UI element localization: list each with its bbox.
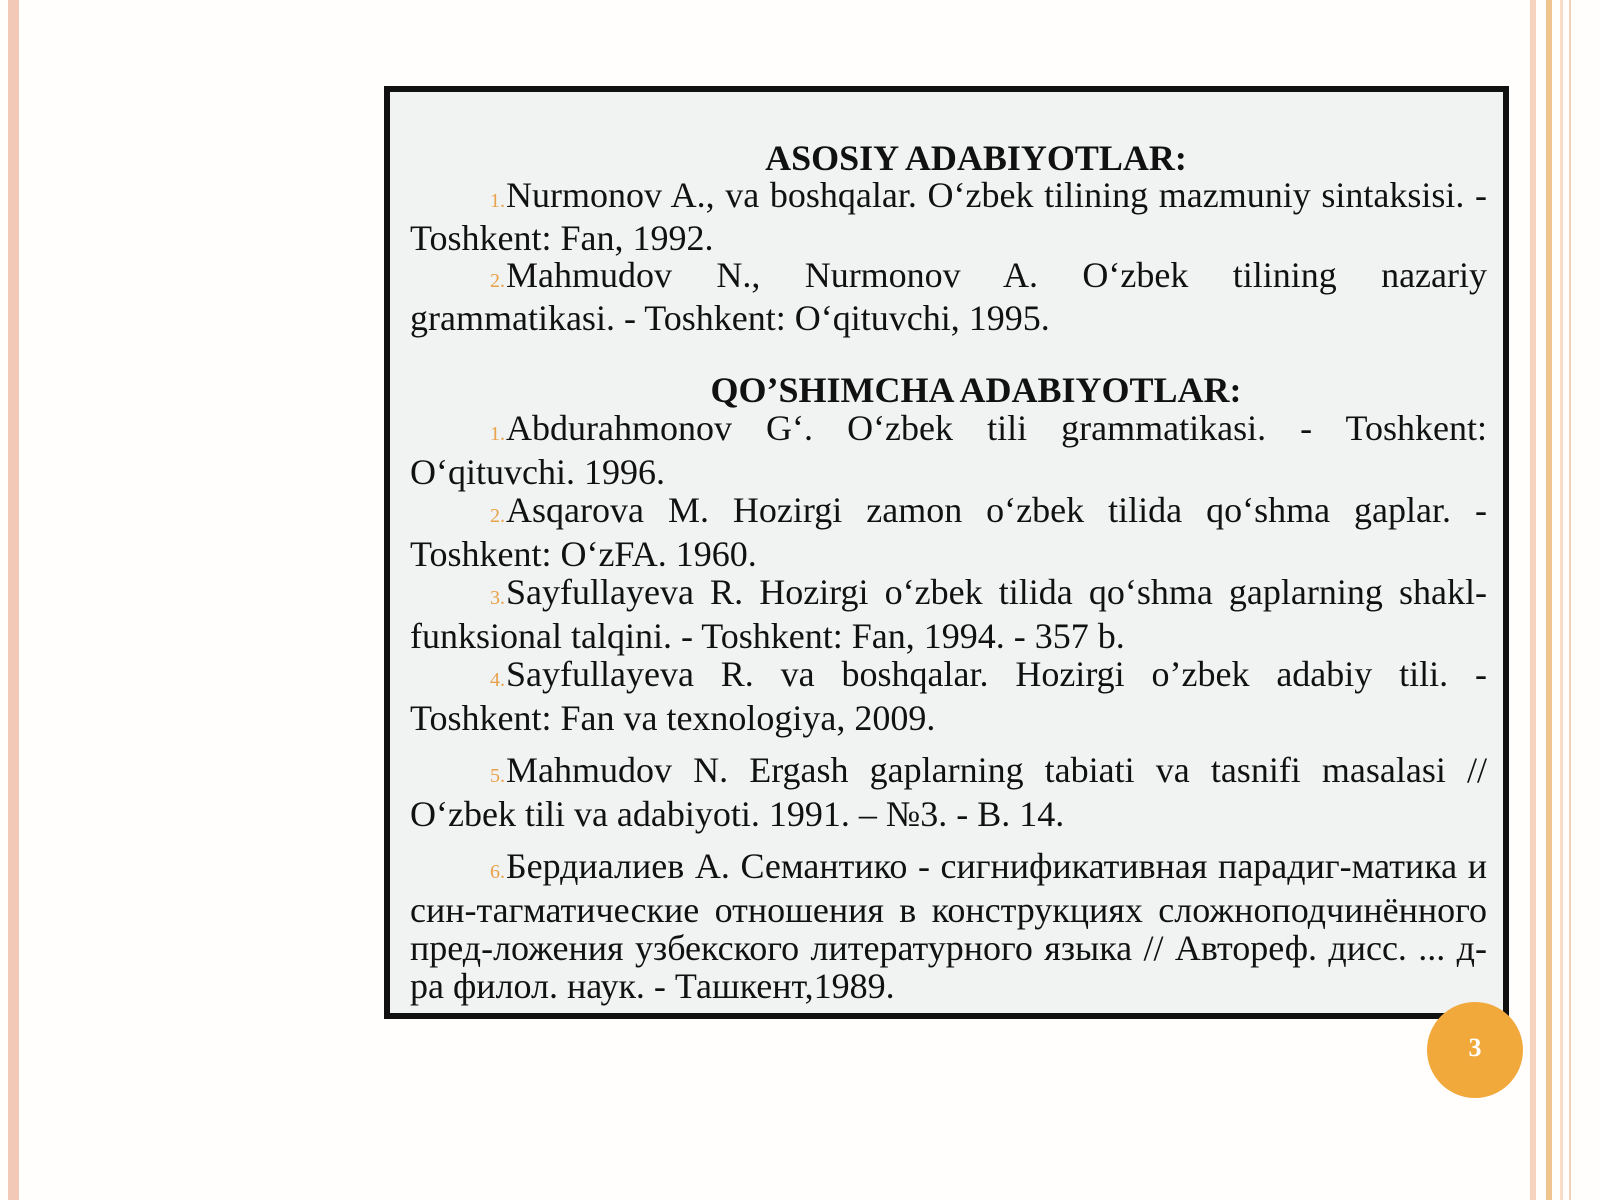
item-number: 1. xyxy=(490,423,505,445)
reference-text: Asqarova M. Hozirgi zamon o‘zbek tilida qo‘shma gaplar. - Toshkent: O‘zFA. 1960. xyxy=(410,490,1487,574)
extra-literature-heading: QO’SHIMCHA ADABIYOTLAR: xyxy=(710,370,1242,410)
extra-reference-item xyxy=(410,409,1487,491)
reference-text: Sayfullayeva R. Hozirgi o‘zbek tilida qo‘shma gaplarning shakl-funksional talqini. - Toshkent: Fan, 1994. - 357 b. xyxy=(410,572,1487,656)
reference-text: Abdurahmonov G‘. O‘zbek tili grammatikasi. - Toshkent: O‘qituvchi. 1996. xyxy=(410,408,1487,492)
extra-reference-item xyxy=(410,751,1487,833)
references-box xyxy=(384,86,1509,1019)
item-number: 1. xyxy=(490,190,505,212)
main-reference-item xyxy=(410,257,1487,337)
left-decorative-bar xyxy=(8,0,19,1200)
page-number-badge: 3 xyxy=(1427,1002,1523,1098)
right-decorative-bar xyxy=(1569,0,1571,1200)
item-number: 4. xyxy=(490,669,505,691)
item-number: 2. xyxy=(490,270,505,292)
reference-text: Nurmonov A., va boshqalar. O‘zbek tilining mazmuniy sintaksisi. - Toshkent: Fan, 1992. xyxy=(410,175,1487,258)
right-decorative-bar xyxy=(1530,0,1536,1200)
reference-text: Mahmudov N. Ergash gaplarning tabiati va tasnifi masalasi // O‘zbek tili va adabiyoti. 1991. – №3. - B. 14. xyxy=(410,750,1487,834)
item-number: 5. xyxy=(490,765,505,787)
item-number: 6. xyxy=(490,861,505,883)
item-number: 3. xyxy=(490,587,505,609)
right-decorative-bar xyxy=(1560,0,1563,1200)
item-number: 2. xyxy=(490,505,505,527)
reference-text: Бердиалиев А. Семантико - сигнификативная парадиг-матика и син-тагматические отношения в конструкциях сложноподчинённого пред-ложения узбекского литературного языка // Автореф. дисс. ... д-ра филол. наук. - Ташкент,1989. xyxy=(410,846,1487,1006)
extra-reference-item xyxy=(410,655,1487,737)
reference-text: Sayfullayeva R. va boshqalar. Hozirgi o’zbek adabiy tili. - Toshkent: Fan va texnologiya, 2009. xyxy=(410,654,1487,738)
extra-reference-item xyxy=(410,573,1487,655)
reference-text: Mahmudov N., Nurmonov A. O‘zbek tilining nazariy grammatikasi. - Toshkent: O‘qituvchi, 1995. xyxy=(410,255,1487,338)
extra-reference-item xyxy=(410,491,1487,573)
extra-reference-item xyxy=(410,847,1487,1005)
right-decorative-bar xyxy=(1546,0,1552,1200)
main-literature-heading: ASOSIY ADABIYOTLAR: xyxy=(765,138,1187,178)
main-reference-item xyxy=(410,177,1487,257)
